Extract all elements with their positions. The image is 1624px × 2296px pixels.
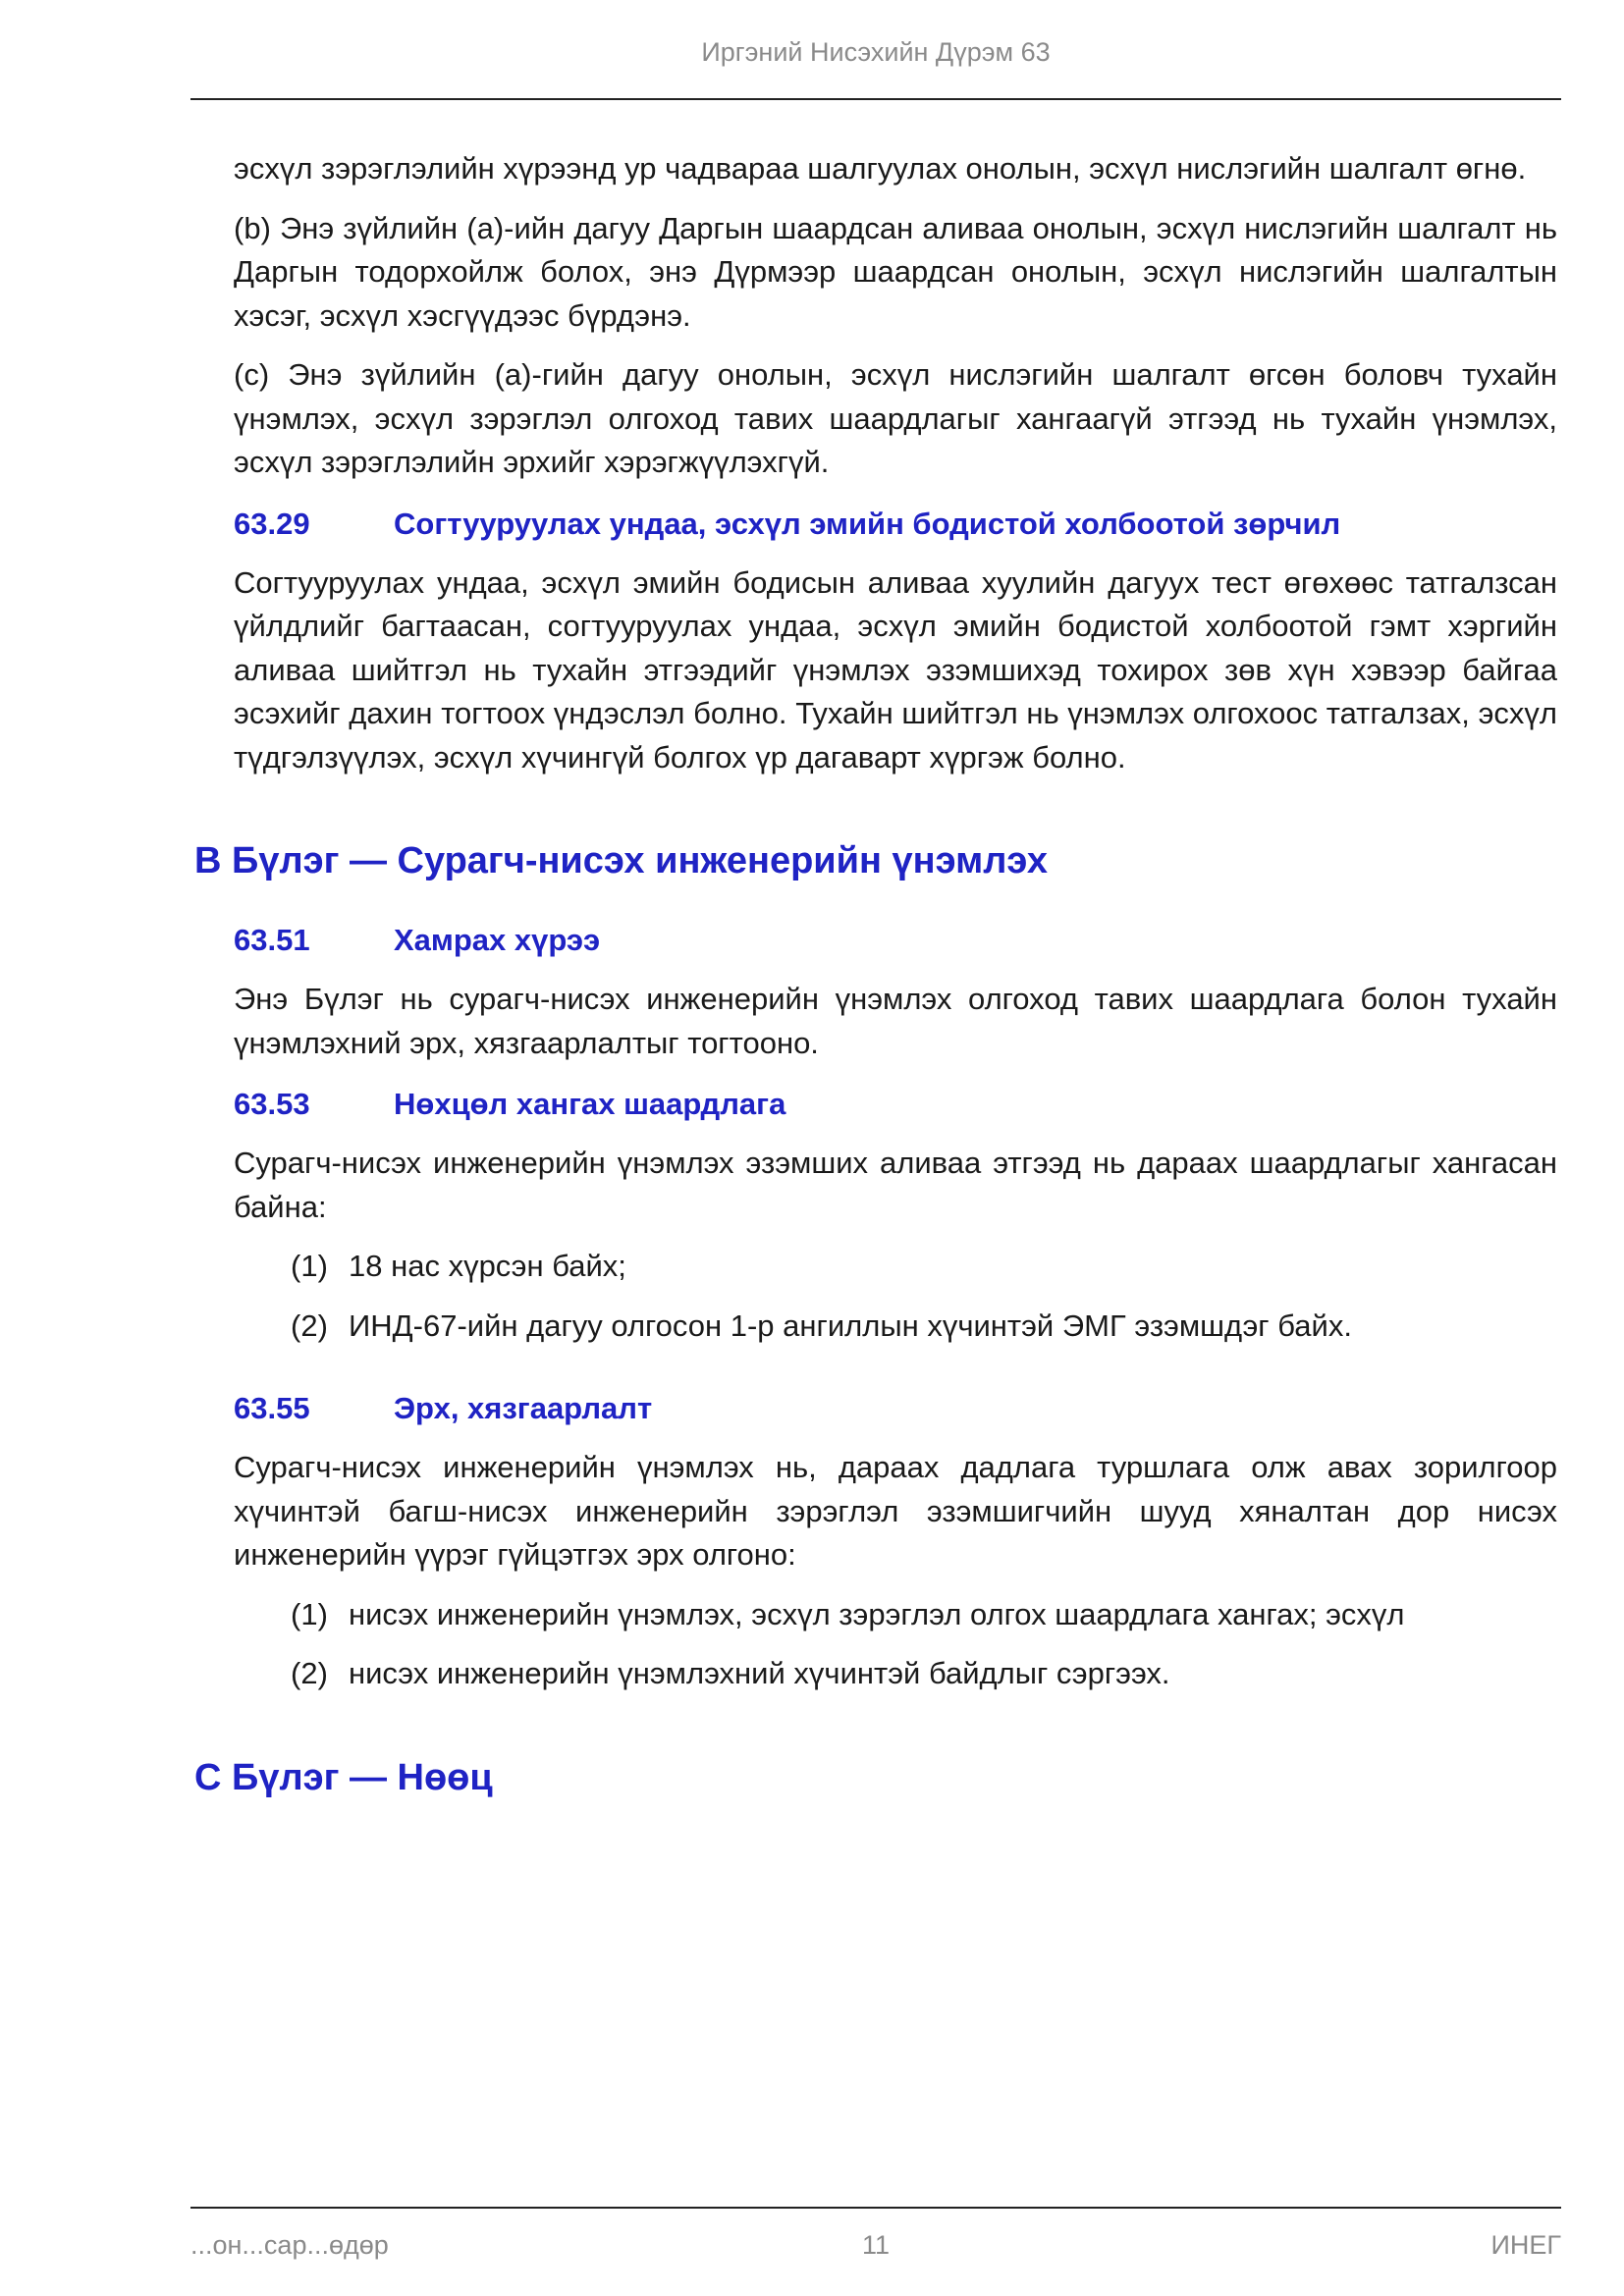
section-title: Хамрах хүрээ [394,923,601,957]
list-text: ИНД-67-ийн дагуу олгосон 1-р ангиллын хүчинтэй ЭМГ эзэмшдэг байх. [349,1308,1352,1343]
list-text: 18 нас хүрсэн байх; [349,1249,626,1283]
running-header: Иргэний Нисэхийн Дүрэм 63 [701,37,1051,67]
chapter-heading-b: B Бүлэг — Сурагч-нисэх инженерийн үнэмлэх [194,840,1048,881]
footer-divider [190,2207,1561,2209]
list-item [291,1652,1557,1696]
section-body-63-51: Энэ Бүлэг нь сурагч-нисэх инженерийн үнэмлэх олгоход тавих шаардлага болон тухайн үнэмлэхний эрх, хязгаарлалтыг тогтооно. [234,982,1557,1060]
list-item [291,1593,1557,1637]
chapter-heading-c: C Бүлэг — Нөөц [194,1756,493,1798]
page-number: 11 [861,2230,891,2260]
section-body-63-53: Сурагч-нисэх инженерийн үнэмлэх эзэмших аливаа этгээд нь дараах шаардлагыг хангасан байна: [234,1146,1557,1224]
section-number: 63.51 [234,923,310,957]
section-body-63-29: Согтууруулах ундаа, эсхүл эмийн бодисын аливаа хуулийн дагуух тест өгөхөөс татгалзсан үйлдлийг багтаасан, согтууруулах ундаа, эсхүл эмийн бодистой холбоотой гэмт хэргийн аливаа шийтгэл нь тухайн этгээдийг үнэмлэх эзэмшихэд тохирох зөв хүн хэвээр байгаа эсэхийг дахин тогтоох үндэслэл болно. Тухайн шийтгэл нь үнэмлэх олгохоос татгалзах, эсхүл түдгэлзүүлэх, эсхүл хүчингүй болгох үр дагаварт хүргэж болно. [234,564,1557,774]
document-body [194,147,1557,1836]
list-marker: (2) [291,1656,328,1690]
section-heading-63-53 [234,1083,1557,1126]
paragraph-c: (c) Энэ зүйлийн (a)-гийн дагуу онолын, эсхүл нислэгийн шалгалт өгсөн боловч тухайн үнэмлэх, эсхүл зэрэглэл олгоход тавих шаардлагыг хангаагүй этгээд нь тухайн үнэмлэх, эсхүл зэрэглэлийн эрхийг хэрэгжүүлэхгүй. [234,357,1557,479]
section-number: 63.29 [234,506,310,541]
section-title: Согтууруулах ундаа, эсхүл эмийн бодистой холбоотой зөрчил [394,506,1341,541]
section-heading-63-51 [234,919,1557,962]
list-text: нисэх инженерийн үнэмлэхний хүчинтэй байдлыг сэргээх. [349,1656,1170,1690]
section-body-63-55: Сурагч-нисэх инженерийн үнэмлэх нь, дараах дадлага туршлага олж авах зорилгоор хүчинтэй багш-нисэх инженерийн зэрэглэл эзэмшигчийн шууд хяналтан дор нисэх инженерийн үүрэг гүйцэтгэх эрх олгоно: [234,1450,1557,1572]
footer-organization: ИНЕГ [1490,2230,1561,2260]
section-number: 63.53 [234,1087,310,1121]
section-title: Эрх, хязгаарлалт [394,1391,653,1425]
list-marker: (1) [291,1596,328,1631]
header-divider [190,98,1561,100]
section-number: 63.55 [234,1391,310,1425]
section-heading-63-29 [234,503,1557,546]
list-text: нисэх инженерийн үнэмлэх, эсхүл зэрэглэл олгох шаардлага хангах; эсхүл [349,1596,1405,1631]
paragraph-continuation: эсхүл зэрэглэлийн хүрээнд ур чадвараа шалгуулах онолын, эсхүл нислэгийн шалгалт өгнө. [234,151,1527,186]
list-item [291,1305,1557,1349]
footer-date: ...он...сар...өдөр [190,2230,389,2260]
list-marker: (2) [291,1308,328,1343]
list-item [291,1245,1557,1289]
list-marker: (1) [291,1249,328,1283]
section-heading-63-55 [234,1387,1557,1430]
section-title: Нөхцөл хангах шаардлага [394,1087,786,1121]
paragraph-b: (b) Энэ зүйлийн (a)-ийн дагуу Даргын шаардсан аливаа онолын, эсхүл нислэгийн шалгалт нь Даргын тодорхойлж болох, энэ Дүрмээр шаардсан онолын, эсхүл нислэгийн шалгалтын хэсэг, эсхүл хэсгүүдээс бүрдэнэ. [234,210,1557,333]
